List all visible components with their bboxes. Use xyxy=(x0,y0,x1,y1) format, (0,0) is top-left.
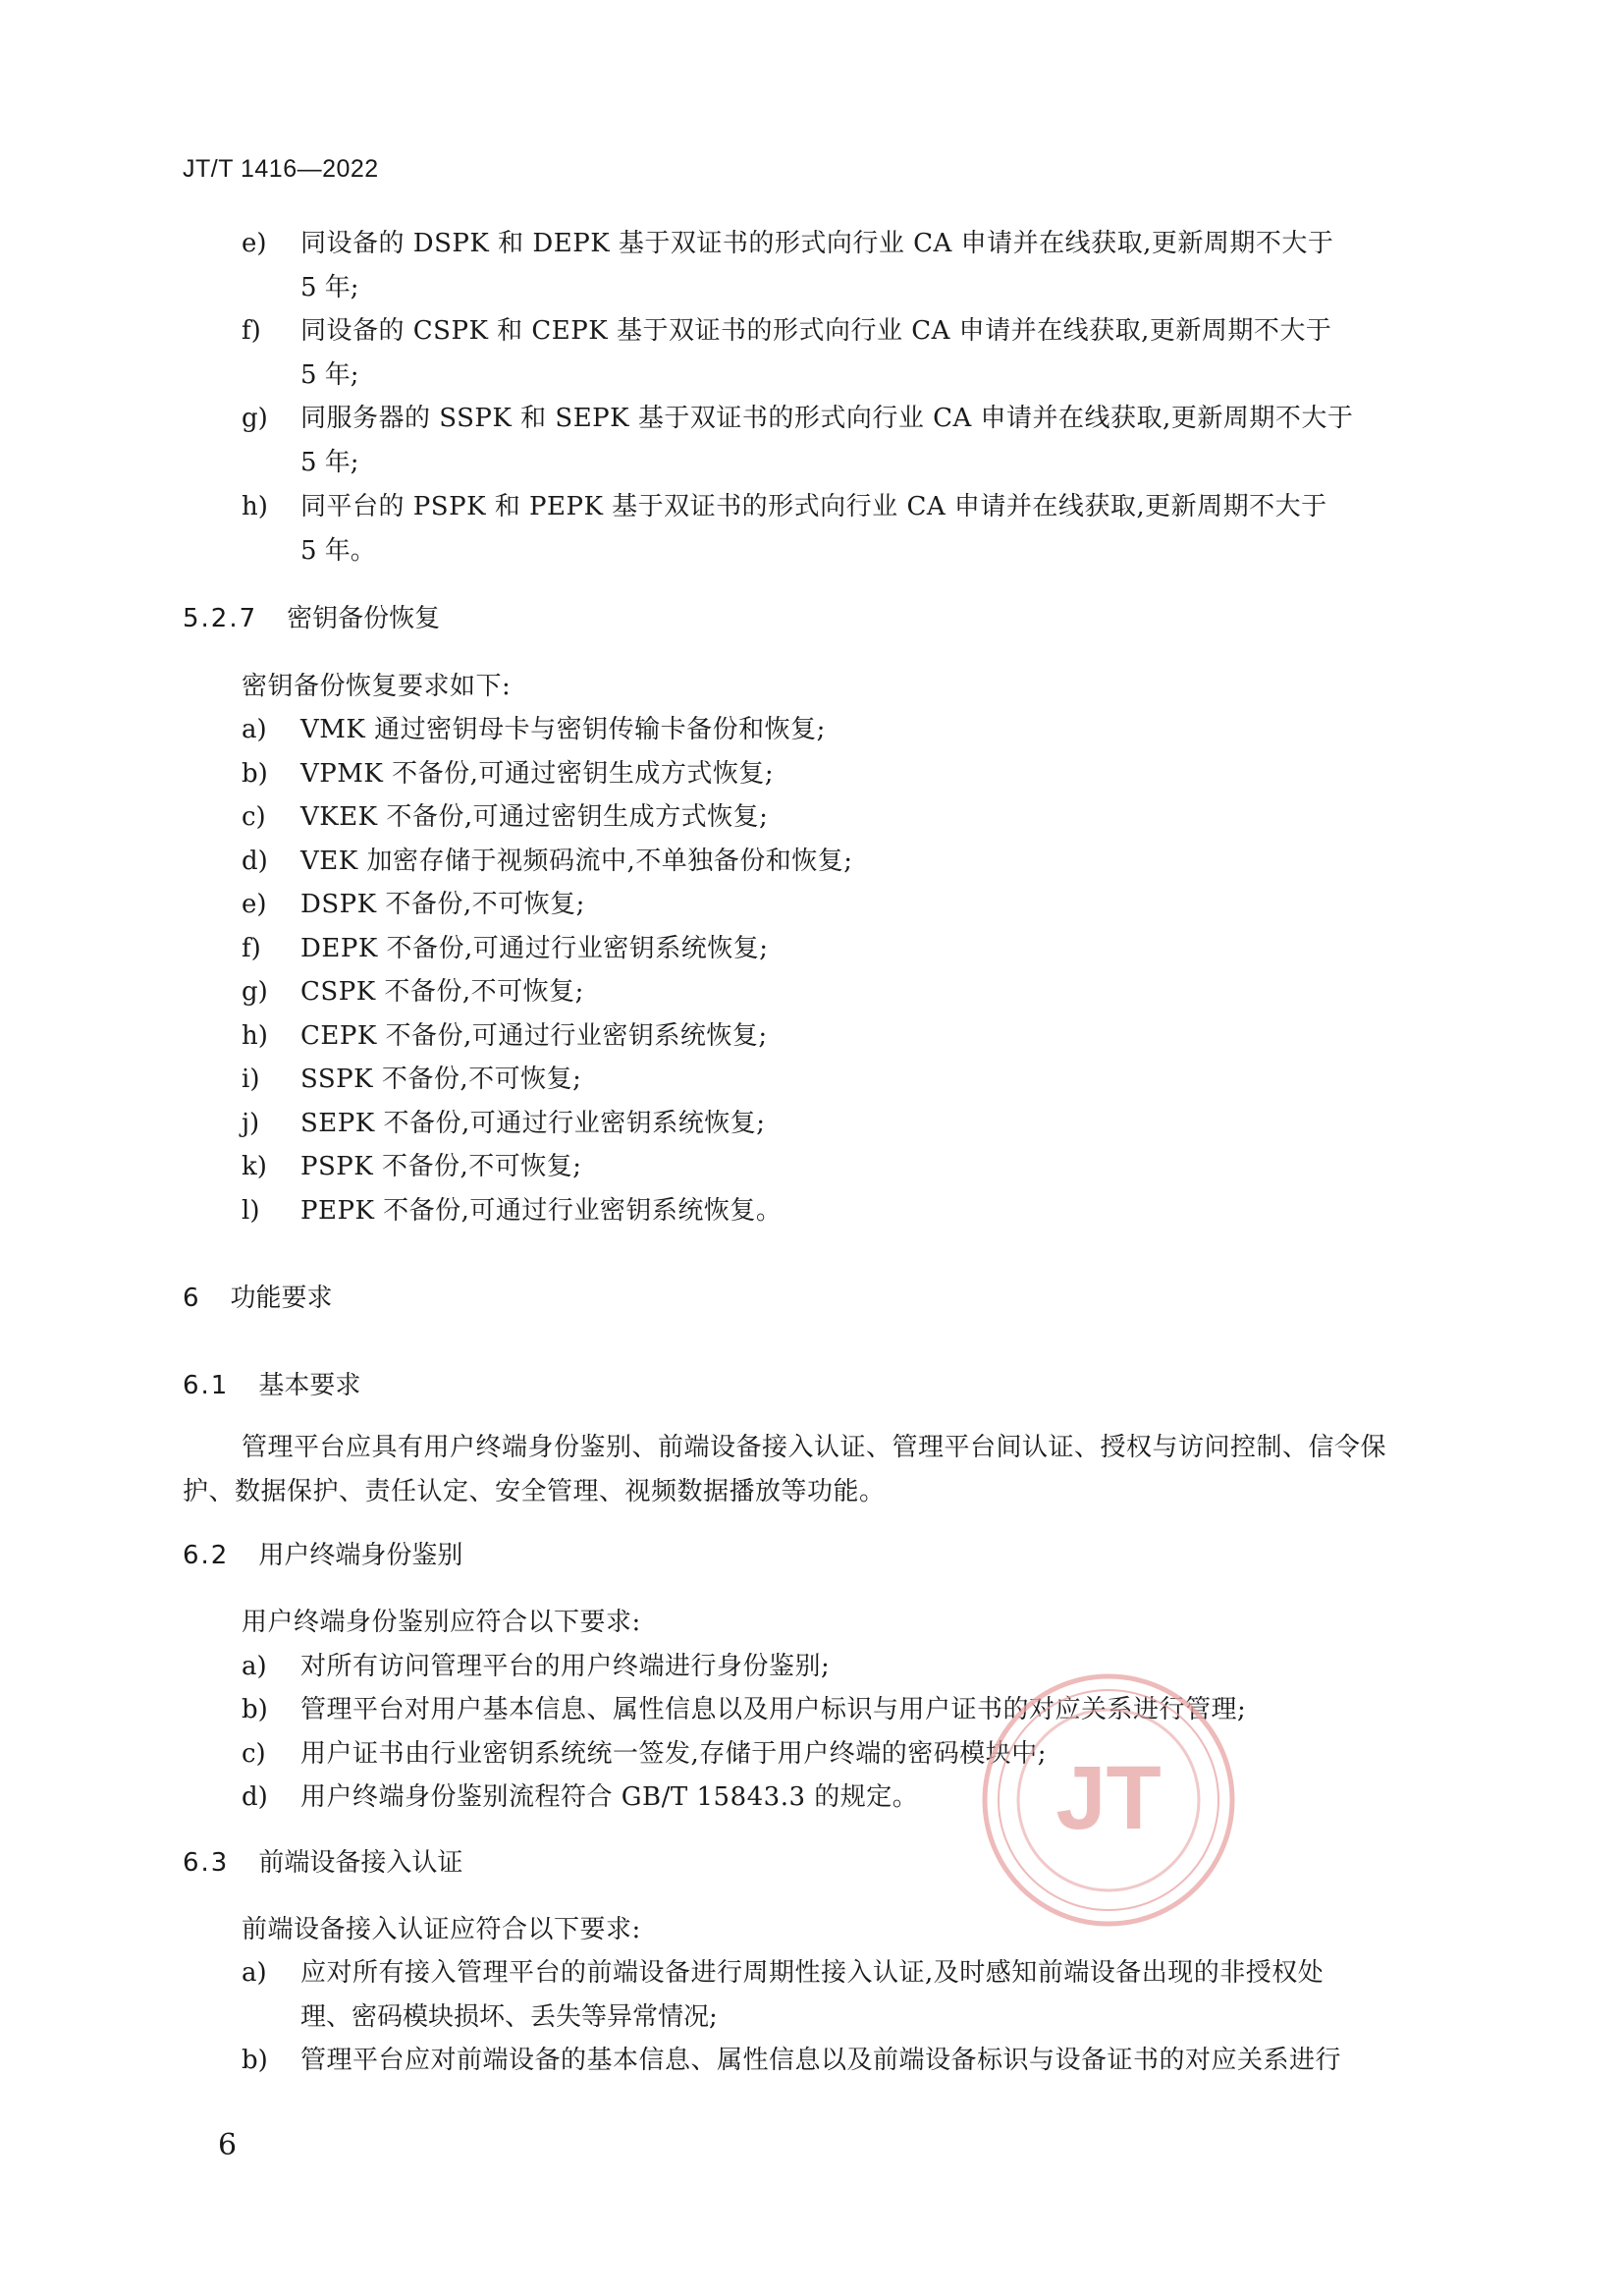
list-item-text: VPMK 不备份,可通过密钥生成方式恢复; xyxy=(300,759,775,789)
standard-header: JT/T 1416—2022 xyxy=(183,155,379,183)
list-item-text-cont: 5 年; xyxy=(300,273,359,302)
list-label: a) xyxy=(242,1652,267,1681)
list-label: b) xyxy=(242,1695,268,1724)
list-label: a) xyxy=(242,1958,267,1988)
stamp-lettering: JT xyxy=(1055,1748,1162,1848)
section-number: 5.2.7 xyxy=(183,604,258,633)
list-label: j) xyxy=(242,1109,260,1138)
section-title: 密钥备份恢复 xyxy=(287,604,441,633)
list-item-text: DSPK 不备份,不可恢复; xyxy=(300,890,585,919)
section-number: 6.2 xyxy=(183,1541,230,1570)
list-item-text-cont: 5 年; xyxy=(300,360,359,390)
paragraph: 管理平台应具有用户终端身份鉴别、前端设备接入认证、管理平台间认证、授权与访问控制、信令保 xyxy=(242,1433,1387,1462)
section-intro: 前端设备接入认证应符合以下要求: xyxy=(242,1915,641,1944)
list-label: e) xyxy=(242,890,267,919)
list-item-text: PSPK 不备份,不可恢复; xyxy=(300,1152,582,1181)
list-label: a) xyxy=(242,715,267,744)
list-label: h) xyxy=(242,1021,268,1051)
list-label: f) xyxy=(242,934,261,963)
section-title: 功能要求 xyxy=(230,1284,333,1313)
list-item-text-cont: 理、密码模块损坏、丢失等异常情况; xyxy=(300,2002,718,2032)
section-intro: 密钥备份恢复要求如下: xyxy=(242,672,512,701)
list-item-text: 管理平台对用户基本信息、属性信息以及用户标识与用户证书的对应关系进行管理; xyxy=(300,1695,1247,1724)
section-heading-6-2 xyxy=(183,1541,462,1570)
list-label: l) xyxy=(242,1196,260,1226)
list-item-text: 应对所有接入管理平台的前端设备进行周期性接入认证,及时感知前端设备出现的非授权处 xyxy=(300,1958,1325,1988)
list-label: g) xyxy=(242,977,268,1007)
paragraph-cont: 护、数据保护、责任认定、安全管理、视频数据播放等功能。 xyxy=(183,1477,886,1506)
list-item-text: DEPK 不备份,可通过行业密钥系统恢复; xyxy=(300,934,769,963)
section-number: 6 xyxy=(183,1284,201,1313)
list-item-text: 管理平台应对前端设备的基本信息、属性信息以及前端设备标识与设备证书的对应关系进行 xyxy=(300,2046,1342,2075)
list-label: g) xyxy=(242,404,268,433)
list-item-text: VMK 通过密钥母卡与密钥传输卡备份和恢复; xyxy=(300,715,826,744)
list-item-text: CEPK 不备份,可通过行业密钥系统恢复; xyxy=(300,1021,768,1051)
list-item-text: SEPK 不备份,可通过行业密钥系统恢复; xyxy=(300,1109,766,1138)
list-item-text: SSPK 不备份,不可恢复; xyxy=(300,1065,582,1094)
section-title: 前端设备接入认证 xyxy=(258,1848,463,1878)
section-heading-6-3 xyxy=(183,1848,462,1878)
list-label: f) xyxy=(242,316,261,346)
list-label: h) xyxy=(242,492,268,521)
list-item-text: PEPK 不备份,可通过行业密钥系统恢复。 xyxy=(300,1196,783,1226)
list-item-text: CSPK 不备份,不可恢复; xyxy=(300,977,584,1007)
section-title: 基本要求 xyxy=(258,1371,361,1400)
list-item-text-cont: 5 年。 xyxy=(300,536,376,566)
page-number: 6 xyxy=(218,2128,238,2162)
section-title: 用户终端身份鉴别 xyxy=(258,1541,463,1570)
list-label: i) xyxy=(242,1065,260,1094)
list-item-text: 同平台的 PSPK 和 PEPK 基于双证书的形式向行业 CA 申请并在线获取,更新周期不大于 xyxy=(300,492,1327,521)
list-item-text: 同设备的 CSPK 和 CEPK 基于双证书的形式向行业 CA 申请并在线获取,更新周期不大于 xyxy=(300,316,1332,346)
list-item-text: 同服务器的 SSPK 和 SEPK 基于双证书的形式向行业 CA 申请并在线获取,更新周期不大于 xyxy=(300,404,1354,433)
list-item-text: VKEK 不备份,可通过密钥生成方式恢复; xyxy=(300,802,769,832)
list-label: d) xyxy=(242,847,268,876)
list-item-text: 用户证书由行业密钥系统统一签发,存储于用户终端的密码模块中; xyxy=(300,1739,1048,1769)
section-heading-6 xyxy=(183,1284,333,1313)
list-item-text: 用户终端身份鉴别流程符合 GB/T 15843.3 的规定。 xyxy=(300,1782,919,1812)
section-heading-6-1 xyxy=(183,1371,360,1400)
list-label: c) xyxy=(242,1739,266,1769)
list-label: d) xyxy=(242,1782,268,1812)
list-label: k) xyxy=(242,1152,267,1181)
list-label: b) xyxy=(242,759,268,789)
list-item-text: 同设备的 DSPK 和 DEPK 基于双证书的形式向行业 CA 申请并在线获取,更新周期不大于 xyxy=(300,229,1334,258)
section-heading-5-2-7 xyxy=(183,604,440,633)
list-item-text-cont: 5 年; xyxy=(300,448,359,477)
list-label: b) xyxy=(242,2046,268,2075)
list-label: c) xyxy=(242,802,266,832)
jt-stamp-watermark xyxy=(978,1669,1239,1931)
list-label: e) xyxy=(242,229,267,258)
list-item-text: VEK 加密存储于视频码流中,不单独备份和恢复; xyxy=(300,847,853,876)
section-number: 6.1 xyxy=(183,1371,230,1400)
list-item-text: 对所有访问管理平台的用户终端进行身份鉴别; xyxy=(300,1652,831,1681)
section-number: 6.3 xyxy=(183,1848,230,1878)
section-intro: 用户终端身份鉴别应符合以下要求: xyxy=(242,1608,641,1637)
